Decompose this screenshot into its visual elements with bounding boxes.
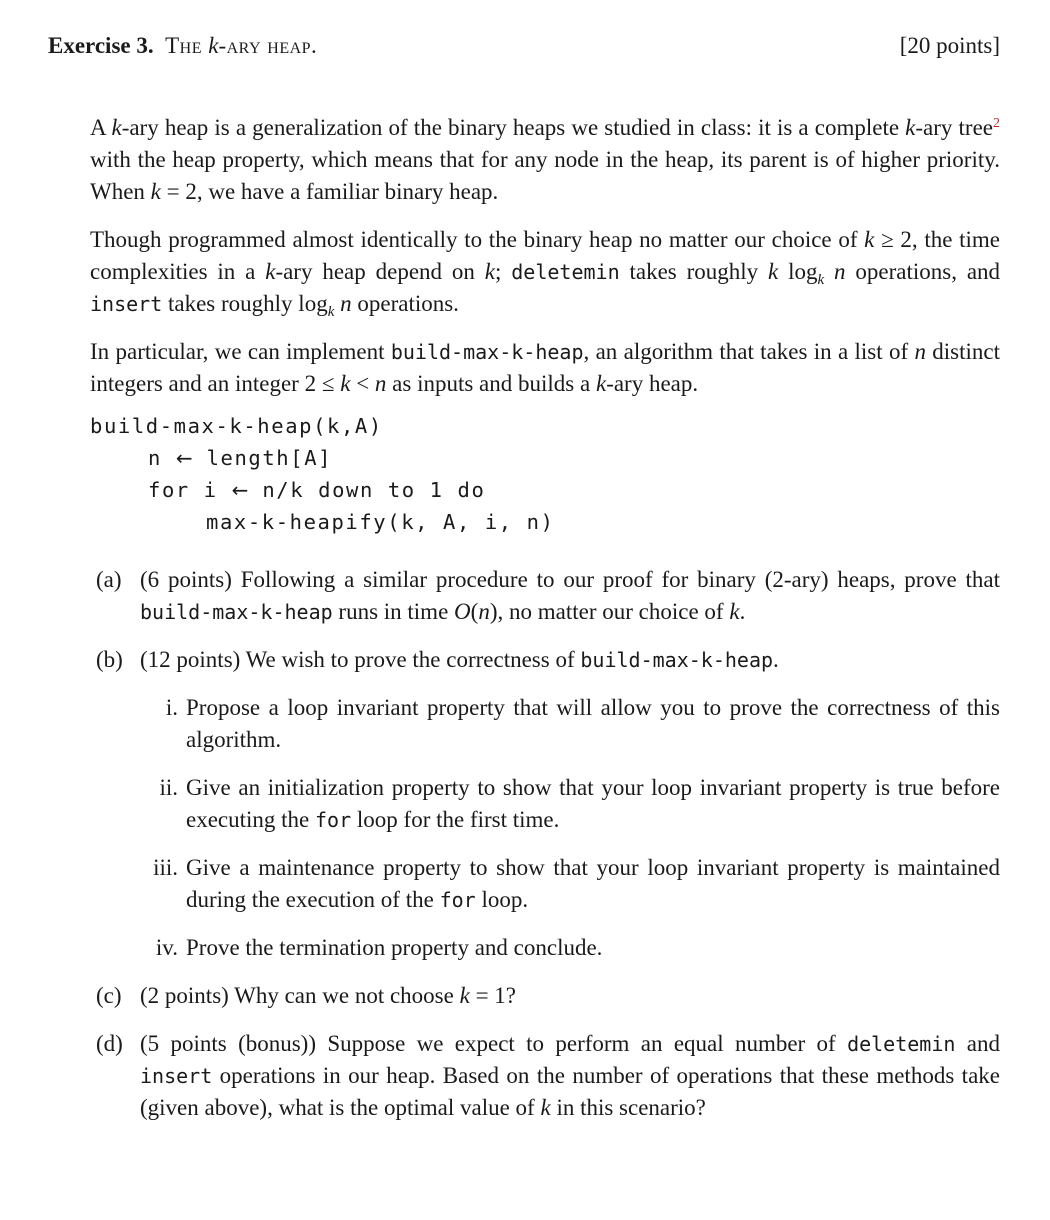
- left-arrow-icon: ←: [231, 478, 249, 502]
- code-line-assign: n ← length[A]: [148, 446, 333, 470]
- question-b-ii: [159, 772, 1000, 836]
- question-b-iv-text: Prove the termination property and conclude.: [186, 935, 603, 960]
- question-b-iii-label: iii.: [153, 855, 178, 880]
- exercise-header: [48, 33, 1000, 67]
- question-d: [96, 1028, 1000, 1124]
- question-b-ii-text: Give an initialization property to show that your loop invariant property is true before executing the for loop for the first time.: [186, 775, 1000, 832]
- question-a: [96, 564, 1000, 628]
- question-b-text: (12 points) We wish to prove the correctness of build-max-k-heap.: [140, 647, 779, 672]
- question-c: [96, 980, 1000, 1012]
- footnote-link[interactable]: 2: [993, 116, 1000, 131]
- question-a-label: (a): [96, 567, 122, 592]
- code-line-signature: build-max-k-heap(k,A): [90, 414, 383, 438]
- question-d-text: (5 points (bonus)) Suppose we expect to perform an equal number of deletemin and insert operations in our heap. Based on the number of operations that these methods take (given above), what is the optimal value of k in this scenario?: [140, 1031, 1000, 1120]
- code-line-for: for i ← n/k down to 1 do: [148, 478, 486, 502]
- question-c-label: (c): [96, 983, 122, 1008]
- question-b-iv-label: iv.: [155, 935, 178, 960]
- question-b-i: [165, 692, 1000, 756]
- pseudocode-block: [90, 410, 1000, 538]
- question-b-iii-text: Give a maintenance property to show that your loop invariant property is maintained during the execution of the for loop.: [186, 855, 1000, 912]
- question-b-i-text: Propose a loop invariant property that will allow you to prove the correctness of this algorithm.: [186, 695, 1000, 752]
- question-b-label: (b): [96, 647, 123, 672]
- exercise-points: [20 points]: [899, 33, 1000, 58]
- intro-paragraph-3: In particular, we can implement build-max-k-heap, an algorithm that takes in a list of n distinct integers and an integer 2 ≤ k < n as inputs and builds a k-ary heap.: [90, 339, 1000, 396]
- exercise-title: Exercise 3. The k-ary heap.: [48, 33, 318, 58]
- question-b-ii-label: ii.: [159, 775, 178, 800]
- question-a-text: (6 points) Following a similar procedure to our proof for binary (2-ary) heaps, prove that build-max-k-heap runs in time O(n), no matter our choice of k.: [140, 567, 1000, 624]
- exercise-body: [90, 112, 1000, 1140]
- question-b-iv: [155, 932, 1000, 964]
- code-line-heapify: max-k-heapify(k, A, i, n): [206, 510, 555, 534]
- left-arrow-icon: ←: [175, 446, 193, 470]
- intro-paragraph-2: Though programmed almost identically to the binary heap no matter our choice of k ≥ 2, the time complexities in a k-ary heap depend on k; deletemin takes roughly k $\log_k n$ operations, and insert takes roughly $\log_k n$ operations.: [90, 227, 1001, 320]
- intro-paragraph-1: A k-ary heap is a generalization of the binary heaps we studied in class: it is a complete k-ary tree$^2$ with the heap property, which means that for any node in the heap, its parent is of higher priority. When k = 2, we have a familiar binary heap.: [90, 115, 1000, 204]
- question-b-iii: [153, 852, 1000, 916]
- question-b: [96, 644, 1000, 676]
- question-c-text: (2 points) Why can we not choose k = 1?: [140, 983, 516, 1008]
- question-d-label: (d): [96, 1031, 123, 1056]
- question-b-i-label: i.: [165, 695, 178, 720]
